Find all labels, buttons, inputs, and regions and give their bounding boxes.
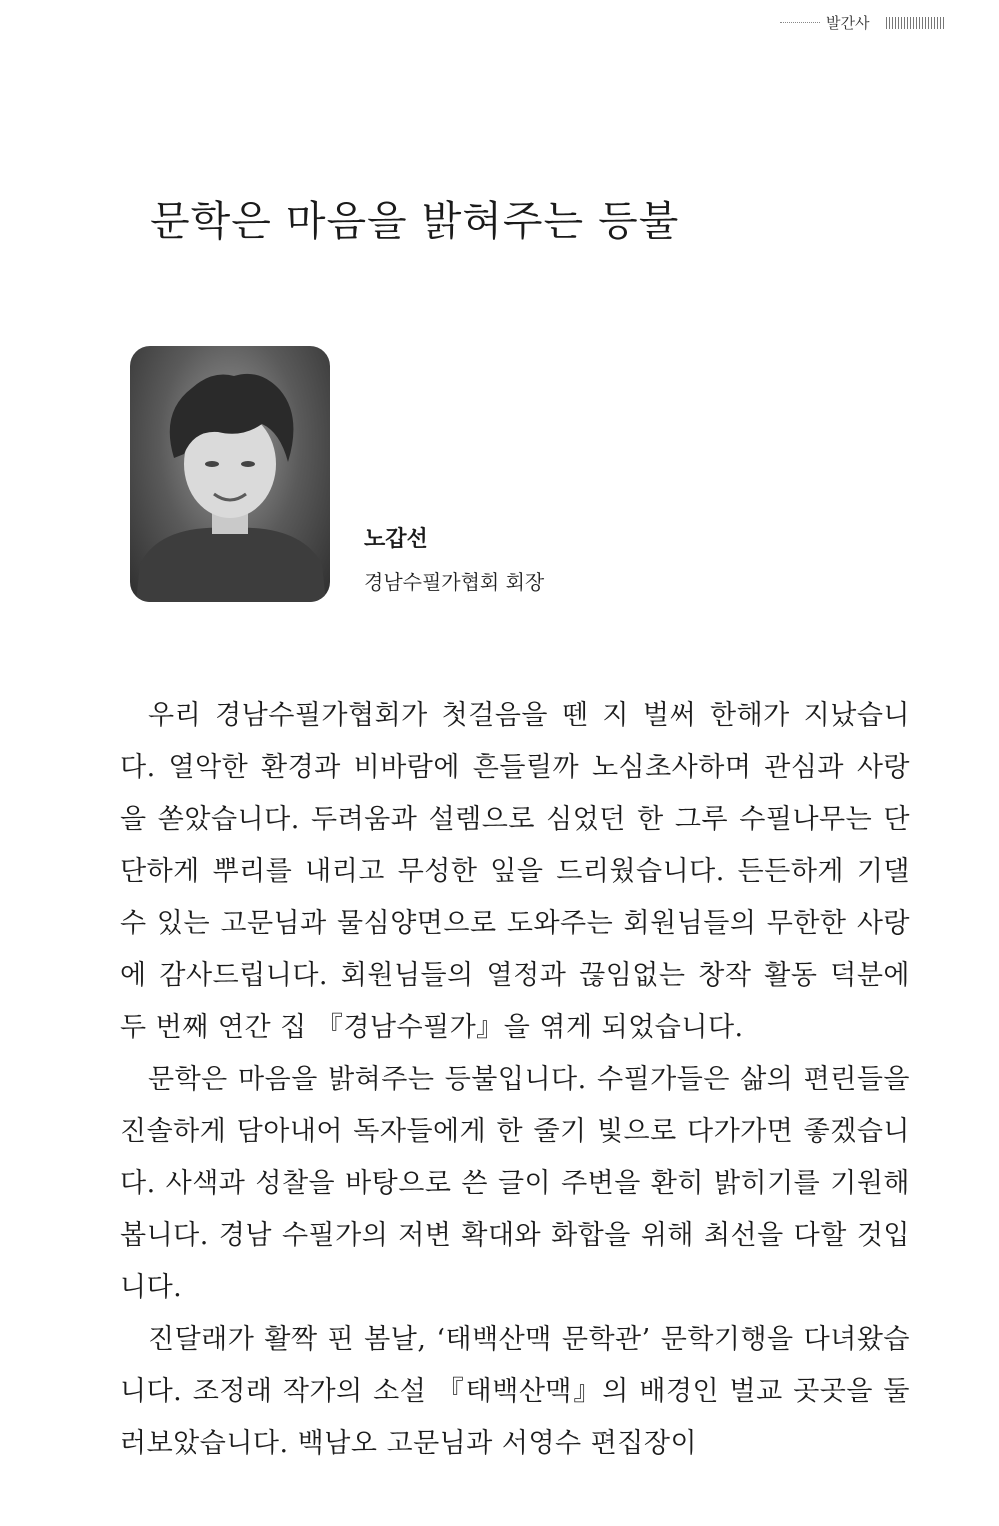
header-dotted-rule: [780, 22, 820, 23]
header-pattern-bar: [886, 17, 946, 29]
author-portrait: [130, 346, 330, 602]
section-label: 발간사: [826, 14, 870, 32]
body-paragraph: 진달래가 활짝 핀 봄날, ‘태백산맥 문학관’ 문학기행을 다녀왔습니다. 조정래 작가의 소설 『태백산맥』의 배경인 벌교 곳곳을 둘러보았습니다. 백남오 고문님과 서영수 편집장이: [120, 1324, 910, 1459]
running-header: [780, 10, 990, 34]
article-body: [120, 690, 910, 1470]
body-paragraph: 문학은 마음을 밝혀주는 등불입니다. 수필가들은 삶의 편린들을 진솔하게 담아내어 독자들에게 한 줄기 빛으로 다가가면 좋겠습니다. 사색과 성찰을 바탕으로 쓴 글이 주변을 환히 밝히기를 기원해 봅니다. 경남 수필가의 저변 확대와 화합을 위해 최선을 다할 것입니다.: [120, 1064, 910, 1303]
body-paragraph: 우리 경남수필가협회가 첫걸음을 뗀 지 벌써 한해가 지났습니다. 열악한 환경과 비바람에 흔들릴까 노심초사하며 관심과 사랑을 쏟았습니다. 두려움과 설렘으로 심었던 한 그루 수필나무는 단단하게 뿌리를 내리고 무성한 잎을 드리웠습니다. 든든하게 기댈 수 있는 고문님과 물심양면으로 도와주는 회원님들의 무한한 사랑에 감사드립니다. 회원님들의 열정과 끊임없는 창작 활동 덕분에 두 번째 연간 집 『경남수필가』을 엮게 되었습니다.: [120, 700, 910, 1043]
article-title: 문학은 마음을 밝혀주는 등불: [150, 197, 680, 245]
author-name: 노갑선: [364, 527, 428, 552]
portrait-illustration: [130, 346, 330, 602]
author-role: 경남수필가협회 회장: [364, 570, 545, 594]
